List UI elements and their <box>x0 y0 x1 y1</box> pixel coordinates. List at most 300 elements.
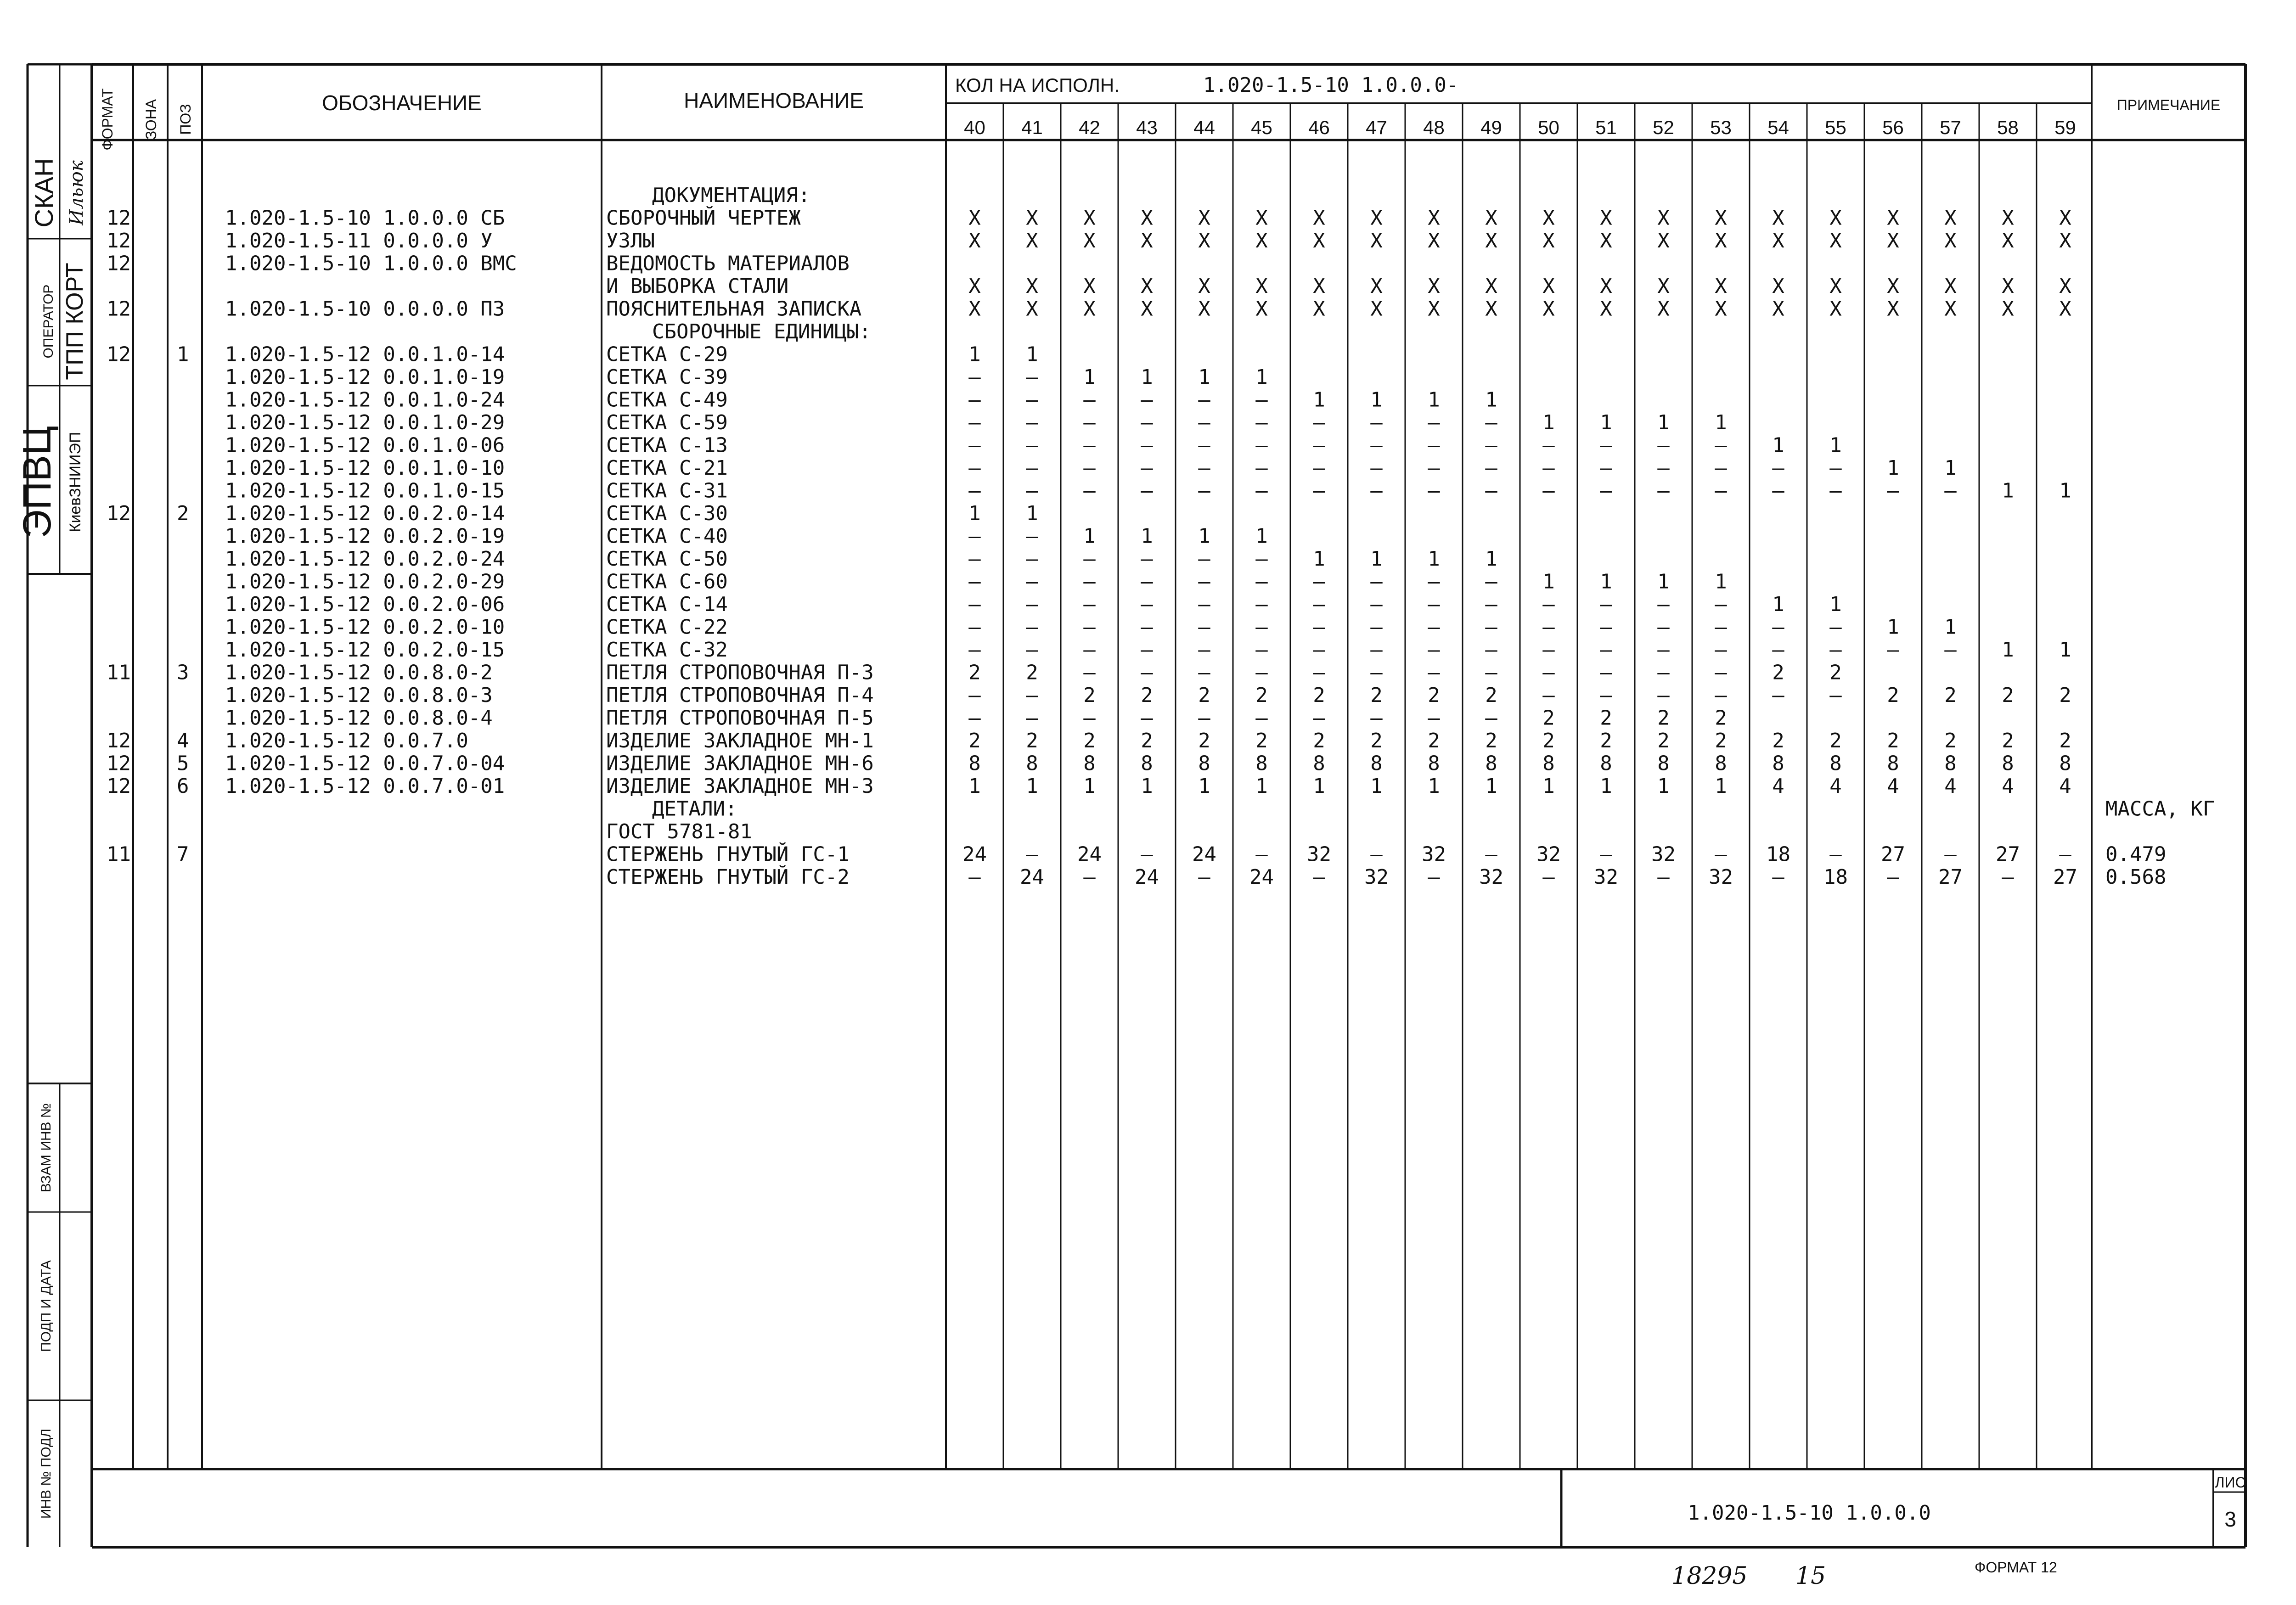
org-sub-label: КиевЗНИИЭП <box>67 432 84 533</box>
row-qty: 2 <box>1370 684 1383 707</box>
row-designation: 1.020-1.5-10 1.0.0.0 СБ <box>225 206 505 230</box>
row-designation: 1.020-1.5-12 0.0.8.0-3 <box>225 684 493 707</box>
row-qty: X <box>2059 206 2071 230</box>
row-qty: – <box>968 684 981 707</box>
row-qty: – <box>1829 615 1842 639</box>
row-qty: 1 <box>1198 365 1210 389</box>
row-qty: – <box>1313 456 1325 480</box>
row-qty: 2 <box>1370 729 1383 752</box>
row-qty: – <box>1255 547 1268 571</box>
row-format: 12 <box>107 729 131 752</box>
row-qty: 1 <box>2059 638 2071 662</box>
row-qty: – <box>2002 865 2014 889</box>
row-qty: 1 <box>1657 411 1670 434</box>
row-qty: X <box>1255 275 1268 298</box>
row-qty: – <box>1313 570 1325 594</box>
row-qty: – <box>1255 615 1268 639</box>
row-qty: – <box>2059 842 2071 866</box>
row-qty: – <box>1313 411 1325 434</box>
row-qty: – <box>1600 615 1612 639</box>
row-qty: X <box>1485 275 1497 298</box>
row-qty: – <box>968 456 981 480</box>
row-qty: 27 <box>1881 842 1905 866</box>
row-qty: 2 <box>1657 706 1670 730</box>
row-name: СЕТКА С-31 <box>606 479 728 503</box>
org-label: ЭПВЦ <box>15 426 59 539</box>
format-col-header: ФОРМАТ <box>99 88 116 151</box>
row-qty: 1 <box>1198 524 1210 548</box>
row-qty: 1 <box>1026 502 1038 525</box>
row-qty: 1 <box>1944 456 1957 480</box>
variant-header: 47 <box>1366 117 1387 138</box>
row-name: СЕТКА С-22 <box>606 615 728 639</box>
row-qty: X <box>1428 206 1440 230</box>
row-designation: 1.020-1.5-12 0.0.2.0-14 <box>225 502 505 525</box>
row-qty: – <box>1198 638 1210 662</box>
row-qty: 8 <box>2002 752 2014 775</box>
variant-header: 53 <box>1710 117 1732 138</box>
row-qty: – <box>1657 479 1670 503</box>
row-qty: X <box>1944 275 1957 298</box>
row-qty: 1 <box>1083 774 1096 798</box>
row-qty: – <box>1772 456 1784 480</box>
row-qty: – <box>1772 865 1784 889</box>
row-qty: – <box>1141 433 1153 457</box>
row-designation: 1.020-1.5-12 0.0.2.0-15 <box>225 638 505 662</box>
row-qty: – <box>1428 615 1440 639</box>
row-qty: 2 <box>1083 729 1096 752</box>
row-qty: – <box>1313 865 1325 889</box>
row-qty: – <box>1026 615 1038 639</box>
row-qty: – <box>1542 433 1555 457</box>
row-designation: 1.020-1.5-12 0.0.2.0-24 <box>225 547 505 571</box>
row-qty: X <box>1944 229 1957 253</box>
row-qty: – <box>1657 865 1670 889</box>
row-qty: X <box>1026 297 1038 321</box>
row-qty: X <box>1370 206 1383 230</box>
row-qty: 2 <box>968 729 981 752</box>
row-qty: – <box>1485 661 1497 685</box>
row-qty: 8 <box>1772 752 1784 775</box>
row-qty: – <box>1255 456 1268 480</box>
row-qty: 2 <box>1542 706 1555 730</box>
row-designation: 1.020-1.5-12 0.0.1.0-29 <box>225 411 505 434</box>
row-qty: – <box>1542 684 1555 707</box>
operator-name: ТПП КОРТ <box>62 263 88 380</box>
row-qty: 32 <box>1307 842 1331 866</box>
row-qty: X <box>2059 275 2071 298</box>
row-name: СБОРОЧНЫЙ ЧЕРТЕЖ <box>606 206 801 230</box>
row-name: СБОРОЧНЫЕ ЕДИНИЦЫ: <box>652 320 871 343</box>
row-qty: X <box>1255 297 1268 321</box>
row-pos: 2 <box>177 502 189 525</box>
row-qty: – <box>1715 661 1727 685</box>
scan-label: СКАН <box>29 158 58 228</box>
row-qty: X <box>1428 297 1440 321</box>
row-qty: X <box>1772 206 1784 230</box>
row-qty: – <box>1715 456 1727 480</box>
row-qty: X <box>1887 229 1899 253</box>
variant-header: 41 <box>1021 117 1043 138</box>
row-qty: X <box>1887 275 1899 298</box>
row-qty: – <box>1542 638 1555 662</box>
row-qty: – <box>1370 842 1383 866</box>
row-qty: – <box>1313 433 1325 457</box>
row-qty: 1 <box>1255 365 1268 389</box>
row-designation: 1.020-1.5-12 0.0.1.0-06 <box>225 433 505 457</box>
row-qty: 1 <box>1370 547 1383 571</box>
row-qty: – <box>1657 615 1670 639</box>
row-qty: 32 <box>1651 842 1676 866</box>
row-qty: – <box>1542 661 1555 685</box>
row-qty: – <box>1141 615 1153 639</box>
row-qty: – <box>968 638 981 662</box>
operator-label: ОПЕРАТОР <box>41 284 56 359</box>
row-qty: X <box>1887 297 1899 321</box>
row-qty: – <box>1428 433 1440 457</box>
row-qty: – <box>1657 684 1670 707</box>
row-qty: – <box>1026 388 1038 412</box>
row-designation: 1.020-1.5-12 0.0.1.0-19 <box>225 365 505 389</box>
row-qty: – <box>1026 547 1038 571</box>
row-qty: – <box>1255 661 1268 685</box>
row-qty: – <box>1772 479 1784 503</box>
row-qty: 8 <box>2059 752 2071 775</box>
row-qty: X <box>1829 206 1842 230</box>
row-qty: 32 <box>1479 865 1503 889</box>
row-qty: – <box>1428 865 1440 889</box>
row-qty: 1 <box>1485 547 1497 571</box>
row-name: СЕТКА С-30 <box>606 502 728 525</box>
row-qty: 1 <box>968 342 981 366</box>
row-qty: – <box>968 388 981 412</box>
row-qty: X <box>1542 229 1555 253</box>
row-qty: 1 <box>1542 774 1555 798</box>
row-qty: 2 <box>1485 729 1497 752</box>
row-qty: 1 <box>1141 774 1153 798</box>
row-qty: 27 <box>2053 865 2077 889</box>
zone-col-header: ЗОНА <box>143 99 159 140</box>
row-qty: 2 <box>1887 729 1899 752</box>
row-qty: 1 <box>1026 342 1038 366</box>
variant-header: 40 <box>964 117 985 138</box>
row-qty: 2 <box>1715 729 1727 752</box>
row-qty: X <box>1772 275 1784 298</box>
row-qty: – <box>968 615 981 639</box>
row-qty: – <box>1255 593 1268 616</box>
row-qty: 24 <box>962 842 987 866</box>
row-qty: – <box>1944 842 1957 866</box>
row-qty: 27 <box>1938 865 1963 889</box>
row-qty: – <box>1255 388 1268 412</box>
row-qty: 2 <box>2002 729 2014 752</box>
row-qty: – <box>1198 411 1210 434</box>
row-qty: – <box>1428 411 1440 434</box>
row-qty: X <box>1715 206 1727 230</box>
row-qty: X <box>1370 229 1383 253</box>
row-qty: 1 <box>1313 388 1325 412</box>
row-qty: X <box>1657 206 1670 230</box>
row-qty: 1 <box>1198 774 1210 798</box>
row-qty: – <box>1944 638 1957 662</box>
row-name: ПЕТЛЯ СТРОПОВОЧНАЯ П-5 <box>606 706 874 730</box>
row-qty: – <box>1313 706 1325 730</box>
row-qty: 8 <box>1485 752 1497 775</box>
row-qty: X <box>1255 206 1268 230</box>
row-qty: – <box>1255 706 1268 730</box>
row-designation: 1.020-1.5-12 0.0.2.0-29 <box>225 570 505 594</box>
row-qty: 32 <box>1709 865 1733 889</box>
row-qty: 32 <box>1594 865 1618 889</box>
row-qty: 24 <box>1249 865 1274 889</box>
row-qty: – <box>1370 479 1383 503</box>
row-qty: – <box>1829 684 1842 707</box>
row-qty: – <box>968 547 981 571</box>
row-qty: – <box>1255 570 1268 594</box>
row-qty: – <box>1026 842 1038 866</box>
row-qty: – <box>1198 661 1210 685</box>
row-qty: – <box>1141 411 1153 434</box>
row-qty: X <box>1772 229 1784 253</box>
row-qty: 8 <box>1715 752 1727 775</box>
row-format: 12 <box>107 229 131 253</box>
row-qty: – <box>1542 479 1555 503</box>
row-qty: 1 <box>968 774 981 798</box>
row-qty: – <box>1657 456 1670 480</box>
row-qty: – <box>1428 570 1440 594</box>
row-name: СЕТКА С-59 <box>606 411 728 434</box>
row-qty: 1 <box>2002 638 2014 662</box>
row-qty: – <box>1600 638 1612 662</box>
row-qty: – <box>1313 479 1325 503</box>
row-qty: – <box>1542 593 1555 616</box>
row-pos: 6 <box>177 774 189 798</box>
sheet-label: ЛИС <box>2215 1474 2246 1491</box>
notes-col-header: ПРИМЕЧАНИЕ <box>2116 97 2221 113</box>
row-qty: 2 <box>1255 684 1268 707</box>
row-designation: 1.020-1.5-12 0.0.2.0-06 <box>225 593 505 616</box>
row-qty: X <box>1370 275 1383 298</box>
row-qty: 8 <box>1313 752 1325 775</box>
row-qty: – <box>1600 661 1612 685</box>
row-qty: – <box>1428 456 1440 480</box>
row-qty: 1 <box>1542 570 1555 594</box>
row-name: ГОСТ 5781-81 <box>606 820 752 843</box>
row-qty: – <box>1026 365 1038 389</box>
row-qty: 1 <box>1141 365 1153 389</box>
row-qty: 2 <box>1428 684 1440 707</box>
row-qty: 24 <box>1135 865 1159 889</box>
row-qty: 4 <box>1772 774 1784 798</box>
row-name: СЕТКА С-49 <box>606 388 728 412</box>
row-qty: – <box>1198 456 1210 480</box>
row-qty: – <box>1083 433 1096 457</box>
row-qty: – <box>1485 479 1497 503</box>
row-qty: 2 <box>2002 684 2014 707</box>
row-qty: – <box>1141 570 1153 594</box>
row-qty: 2 <box>968 661 981 685</box>
variant-header: 55 <box>1825 117 1846 138</box>
row-qty: X <box>1600 229 1612 253</box>
row-qty: – <box>1485 433 1497 457</box>
row-designation: 1.020-1.5-12 0.0.8.0-2 <box>225 661 493 685</box>
row-qty: X <box>1141 275 1153 298</box>
row-qty: 2 <box>1313 729 1325 752</box>
row-name: ДОКУМЕНТАЦИЯ: <box>652 184 810 207</box>
format-label: ФОРМАТ 12 <box>1975 1559 2057 1576</box>
row-qty: 2 <box>1141 684 1153 707</box>
row-qty: X <box>1485 229 1497 253</box>
row-qty: X <box>968 206 981 230</box>
row-qty: 32 <box>1364 865 1389 889</box>
row-qty: X <box>1829 229 1842 253</box>
row-qty: – <box>1485 615 1497 639</box>
row-qty: – <box>1255 411 1268 434</box>
row-qty: X <box>1485 297 1497 321</box>
handwritten-sheet: 15 <box>1795 1562 1826 1590</box>
row-qty: X <box>1715 275 1727 298</box>
row-designation: 1.020-1.5-12 0.0.1.0-14 <box>225 342 505 366</box>
doc-number: 1.020-1.5-10 1.0.0.0 <box>1688 1501 1931 1525</box>
row-qty: 32 <box>1536 842 1561 866</box>
row-qty: – <box>1485 593 1497 616</box>
row-qty: 8 <box>968 752 981 775</box>
row-qty: – <box>1083 615 1096 639</box>
row-qty: 2 <box>1829 661 1842 685</box>
row-qty: – <box>968 593 981 616</box>
row-qty: 2 <box>1600 729 1612 752</box>
row-qty: – <box>1485 842 1497 866</box>
row-qty: 1 <box>1141 524 1153 548</box>
row-qty: X <box>1657 275 1670 298</box>
row-qty: X <box>1428 229 1440 253</box>
row-qty: – <box>1198 706 1210 730</box>
row-qty: 2 <box>1141 729 1153 752</box>
row-qty: 1 <box>1772 433 1784 457</box>
row-qty: – <box>1141 661 1153 685</box>
row-designation: 1.020-1.5-10 1.0.0.0 ВМС <box>225 252 517 275</box>
row-qty: – <box>1083 593 1096 616</box>
row-qty: 1 <box>1772 593 1784 616</box>
row-qty: 1 <box>1485 774 1497 798</box>
row-name: ИЗДЕЛИЕ ЗАКЛАДНОЕ МН-6 <box>606 752 874 775</box>
row-qty: – <box>1370 411 1383 434</box>
row-qty: 8 <box>1083 752 1096 775</box>
row-qty: – <box>968 524 981 548</box>
row-qty: – <box>1542 456 1555 480</box>
row-qty: – <box>1313 638 1325 662</box>
row-designation: 1.020-1.5-12 0.0.1.0-24 <box>225 388 505 412</box>
row-note: 0.568 <box>2105 865 2167 889</box>
row-qty: X <box>1198 206 1210 230</box>
row-qty: X <box>1887 206 1899 230</box>
inv-replace-label: ВЗАМ ИНВ № <box>39 1103 54 1193</box>
pos-col-header: ПОЗ <box>177 104 194 135</box>
row-qty: – <box>1141 638 1153 662</box>
row-designation: 1.020-1.5-12 0.0.7.0-01 <box>225 774 505 798</box>
row-qty: – <box>1657 593 1670 616</box>
row-qty: 27 <box>1996 842 2020 866</box>
row-qty: – <box>1829 479 1842 503</box>
row-format: 12 <box>107 206 131 230</box>
row-name: СЕТКА С-21 <box>606 456 728 480</box>
row-qty: – <box>1198 479 1210 503</box>
row-qty: – <box>1485 706 1497 730</box>
row-qty: 1 <box>1313 774 1325 798</box>
row-qty: – <box>1428 638 1440 662</box>
row-qty: 8 <box>1141 752 1153 775</box>
row-qty: X <box>1026 206 1038 230</box>
row-qty: X <box>1370 297 1383 321</box>
row-qty: X <box>1772 297 1784 321</box>
row-qty: X <box>1026 275 1038 298</box>
variant-header: 54 <box>1767 117 1789 138</box>
row-qty: 8 <box>1255 752 1268 775</box>
row-qty: X <box>2002 297 2014 321</box>
row-qty: X <box>2059 229 2071 253</box>
row-qty: 4 <box>2002 774 2014 798</box>
row-qty: 1 <box>1715 570 1727 594</box>
row-qty: – <box>1141 842 1153 866</box>
row-qty: – <box>1198 593 1210 616</box>
row-qty: X <box>1141 206 1153 230</box>
row-qty: X <box>1198 275 1210 298</box>
row-qty: 8 <box>1198 752 1210 775</box>
row-qty: X <box>1083 206 1096 230</box>
row-qty: X <box>1657 297 1670 321</box>
row-qty: 8 <box>1887 752 1899 775</box>
row-qty: X <box>1542 297 1555 321</box>
row-qty: – <box>1370 570 1383 594</box>
row-qty: 1 <box>1600 774 1612 798</box>
row-qty: 1 <box>1600 570 1612 594</box>
row-qty: – <box>1198 388 1210 412</box>
row-name: ПОЯСНИТЕЛЬНАЯ ЗАПИСКА <box>606 297 862 321</box>
variant-header: 52 <box>1653 117 1674 138</box>
row-qty: – <box>1715 433 1727 457</box>
row-qty: 1 <box>1428 774 1440 798</box>
row-qty: 2 <box>2059 684 2071 707</box>
row-note: 0.479 <box>2105 842 2167 866</box>
row-qty: 1 <box>2002 479 2014 503</box>
row-qty: X <box>968 229 981 253</box>
variant-header: 46 <box>1308 117 1330 138</box>
row-qty: X <box>2059 297 2071 321</box>
row-qty: 1 <box>1887 456 1899 480</box>
row-qty: – <box>1657 638 1670 662</box>
row-qty: – <box>968 433 981 457</box>
row-qty: X <box>1141 297 1153 321</box>
row-qty: 1 <box>1829 593 1842 616</box>
row-qty: – <box>1026 570 1038 594</box>
row-qty: 2 <box>1772 661 1784 685</box>
row-qty: X <box>1944 206 1957 230</box>
row-qty: – <box>1141 479 1153 503</box>
row-qty: 2 <box>1657 729 1670 752</box>
row-qty: 1 <box>1428 547 1440 571</box>
row-qty: – <box>1370 638 1383 662</box>
row-name: СТЕРЖЕНЬ ГНУТЫЙ ГС-1 <box>606 842 850 866</box>
row-qty: – <box>1141 706 1153 730</box>
variant-header: 45 <box>1251 117 1272 138</box>
row-qty: 2 <box>1198 729 1210 752</box>
row-qty: 2 <box>1198 684 1210 707</box>
signature-scan: Ильюк <box>66 160 87 225</box>
row-qty: – <box>1026 524 1038 548</box>
row-name: СЕТКА С-60 <box>606 570 728 594</box>
sheet-number: 3 <box>2224 1507 2236 1531</box>
qty-header-doc: 1.020-1.5-10 1.0.0.0- <box>1203 73 1459 97</box>
